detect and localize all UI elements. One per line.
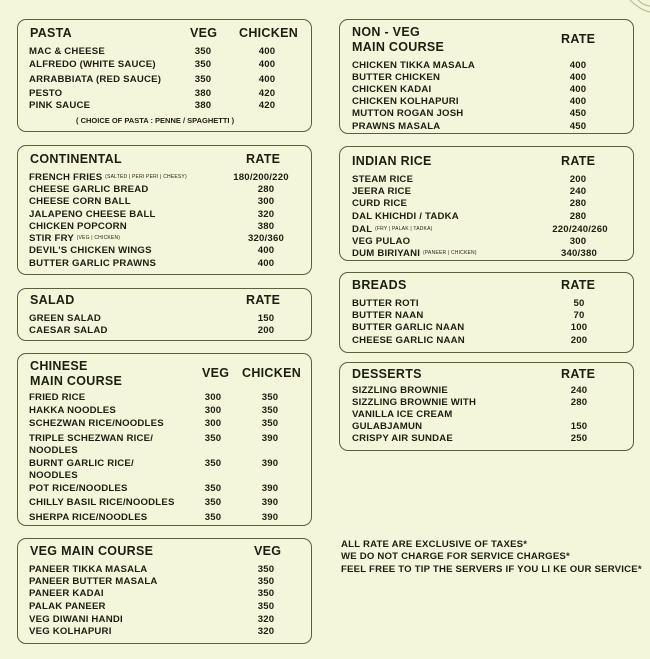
item-name: SIZZLING BROWNIE WITH <box>352 397 477 408</box>
chinese-veg-header: VEG <box>202 366 230 380</box>
item-price-chicken: 350 <box>261 392 279 403</box>
continental-title: CONTINENTAL <box>30 152 122 166</box>
item-name: PRAWNS MASALA <box>352 121 441 132</box>
veg-main-course-header: VEG <box>254 544 282 558</box>
item-price: 240 <box>569 186 587 197</box>
item-price: 240 <box>570 385 588 396</box>
item-name: HAKKA NOODLES <box>29 405 116 416</box>
item-name: CHICKEN KOLHAPURI <box>352 96 459 107</box>
item-price: 350 <box>257 564 275 575</box>
item-name: CHICKEN POPCORN <box>29 221 127 232</box>
item-price: 340/380 <box>560 248 598 259</box>
item-price: 400 <box>257 258 275 269</box>
item-price-veg: 350 <box>204 483 222 494</box>
item-price: 300 <box>257 196 275 207</box>
item-price: 400 <box>569 96 587 107</box>
continental-rate-header: RATE <box>246 152 281 166</box>
item-name: FRIED RICE <box>29 392 86 403</box>
chinese-section <box>17 353 312 526</box>
breads-rate-header: RATE <box>561 278 596 292</box>
item-price-veg: 350 <box>204 433 222 444</box>
item-name: STEAM RICE <box>352 174 414 185</box>
item-price: 180/200/220 <box>233 172 289 183</box>
item-price: 400 <box>569 60 587 71</box>
nonveg-main-course-section <box>339 19 634 134</box>
nonveg-rate-header: RATE <box>561 32 596 46</box>
breads-section <box>339 272 634 353</box>
veg-main-course-title: VEG MAIN COURSE <box>30 544 154 558</box>
item-name: CHEESE GARLIC NAAN <box>352 335 465 346</box>
footer-tip-note: FEEL FREE TO TIP THE SERVERS IF YOU LI KE OUR SERVICE* <box>341 564 642 575</box>
item-name: CAESAR SALAD <box>29 325 108 336</box>
item-price-veg: 300 <box>204 418 222 429</box>
item-name: DEVIL'S CHICKEN WINGS <box>29 245 152 256</box>
salad-rate-header: RATE <box>246 293 281 307</box>
pasta-chicken-header: CHICKEN <box>239 26 299 40</box>
item-price: 220/240/260 <box>552 224 608 235</box>
item-name: JALAPENO CHEESE BALL <box>29 209 156 220</box>
item-price-chicken: 390 <box>261 512 279 523</box>
nonveg-title-line2: MAIN COURSE <box>352 40 445 54</box>
nonveg-main-course-title <box>352 25 444 55</box>
item-name: ARRABBIATA (RED SAUCE) <box>29 74 162 85</box>
item-name: PANEER TIKKA MASALA <box>29 564 148 575</box>
item-price-veg: 380 <box>194 100 212 111</box>
item-name: CURD RICE <box>352 198 408 209</box>
indian-rice-rate-header: RATE <box>561 154 596 168</box>
item-price: 280 <box>257 184 275 195</box>
item-price: 300 <box>569 236 587 247</box>
item-name: GREEN SALAD <box>29 313 102 324</box>
item-price-chicken: 400 <box>258 59 276 70</box>
item-name: VEG PULAO <box>352 236 411 247</box>
item-name: CHEESE GARLIC BREAD <box>29 184 149 195</box>
item-name: JEERA RICE <box>352 186 412 197</box>
item-name: SCHEZWAN RICE/NOODLES <box>29 418 164 429</box>
item-note: (FRY | PALAK | TADKA) <box>375 226 433 232</box>
item-name-line2: NOODLES <box>29 470 78 481</box>
item-name: GULABJAMUN <box>352 421 423 432</box>
item-price-veg: 380 <box>194 88 212 99</box>
salad-section <box>17 288 312 341</box>
item-price: 400 <box>257 245 275 256</box>
item-price-chicken: 390 <box>261 497 279 508</box>
item-price: 350 <box>257 576 275 587</box>
item-price: 320 <box>257 626 275 637</box>
item-price: 150 <box>257 313 275 324</box>
item-name: TRIPLE SCHEZWAN RICE/ <box>29 433 154 444</box>
item-price-veg: 350 <box>204 512 222 523</box>
item-price: 280 <box>569 198 587 209</box>
item-name: DAL KHICHDI / TADKA <box>352 211 459 222</box>
item-price: 380 <box>257 221 275 232</box>
item-name: BUTTER GARLIC NAAN <box>352 322 465 333</box>
pasta-veg-header: VEG <box>190 26 218 40</box>
item-price: 70 <box>573 310 585 321</box>
item-price: 400 <box>569 72 587 83</box>
chinese-title-line1: CHINESE <box>30 359 88 373</box>
item-price-veg: 350 <box>194 59 212 70</box>
item-name: CHILLY BASIL RICE/NOODLES <box>29 497 175 508</box>
item-price-chicken: 390 <box>261 458 279 469</box>
item-name: CHICKEN TIKKA MASALA <box>352 60 476 71</box>
corner-ornament-icon <box>628 0 650 22</box>
item-note: (VEG | CHICKEN) <box>76 235 121 241</box>
item-name: BUTTER NAAN <box>352 310 424 321</box>
desserts-section <box>339 362 634 451</box>
item-price-veg: 300 <box>204 405 222 416</box>
footer-service-charge-note: WE DO NOT CHARGE FOR SERVICE CHARGES* <box>341 551 570 562</box>
breads-title: BREADS <box>352 278 407 292</box>
item-price: 280 <box>569 211 587 222</box>
item-price: 250 <box>570 433 588 444</box>
item-price: 200 <box>257 325 275 336</box>
item-price-chicken: 390 <box>261 483 279 494</box>
item-name: PINK SAUCE <box>29 100 91 111</box>
item-price: 50 <box>573 298 585 309</box>
item-name: PANEER KADAI <box>29 588 104 599</box>
item-price-chicken: 350 <box>261 405 279 416</box>
footer-taxes-note: ALL RATE ARE EXCLUSIVE OF TAXES* <box>341 539 528 550</box>
item-name: PANEER BUTTER MASALA <box>29 576 158 587</box>
item-name: FRENCH FRIES (SALTED | PERI PERI | CHEESY) <box>29 172 187 184</box>
item-name: POT RICE/NOODLES <box>29 483 128 494</box>
item-name: SHERPA RICE/NOODLES <box>29 512 148 523</box>
salad-title: SALAD <box>30 293 75 307</box>
item-price-chicken: 420 <box>258 88 276 99</box>
item-name: PALAK PANEER <box>29 601 106 612</box>
item-name: MUTTON ROGAN JOSH <box>352 108 464 119</box>
continental-section <box>17 145 312 275</box>
indian-rice-title: INDIAN RICE <box>352 154 432 168</box>
item-name-line2: VANILLA ICE CREAM <box>352 409 453 420</box>
item-price-veg: 350 <box>194 74 212 85</box>
item-price: 100 <box>570 322 588 333</box>
pasta-section <box>17 19 312 132</box>
item-price: 150 <box>570 421 588 432</box>
item-price-veg: 350 <box>204 458 222 469</box>
item-price: 350 <box>257 588 275 599</box>
item-price-chicken: 350 <box>261 418 279 429</box>
item-name: SIZZLING BROWNIE <box>352 385 448 396</box>
item-price-chicken: 400 <box>258 46 276 57</box>
item-name: VEG KOLHAPURI <box>29 626 112 637</box>
desserts-rate-header: RATE <box>561 367 596 381</box>
item-name: BUTTER CHICKEN <box>352 72 441 83</box>
item-name-line2: NOODLES <box>29 445 78 456</box>
indian-rice-section <box>339 146 634 261</box>
item-note: (PANEER | CHICKEN) <box>423 250 477 256</box>
item-name: PESTO <box>29 88 63 99</box>
item-price-chicken: 390 <box>261 433 279 444</box>
item-name: BUTTER GARLIC PRAWNS <box>29 258 157 269</box>
desserts-title: DESSERTS <box>352 367 422 381</box>
item-price-veg: 350 <box>194 46 212 57</box>
pasta-title: PASTA <box>30 26 73 40</box>
chinese-title <box>30 359 122 389</box>
item-price-veg: 350 <box>204 497 222 508</box>
item-name: CHEESE CORN BALL <box>29 196 131 207</box>
item-name: STIR FRY (VEG | CHICKEN) <box>29 233 121 245</box>
item-price: 320/360 <box>247 233 285 244</box>
item-price: 400 <box>569 84 587 95</box>
item-name: BUTTER ROTI <box>352 298 419 309</box>
item-name: CRISPY AIR SUNDAE <box>352 433 453 444</box>
chinese-title-line2: MAIN COURSE <box>30 374 123 388</box>
item-name: ALFREDO (WHITE SAUCE) <box>29 59 156 70</box>
chinese-chicken-header: CHICKEN <box>242 366 302 380</box>
item-price: 450 <box>569 108 587 119</box>
pasta-choice-note: ( CHOICE OF PASTA : PENNE / SPAGHETTI ) <box>76 116 235 125</box>
item-price: 450 <box>569 121 587 132</box>
item-name: BURNT GARLIC RICE/ <box>29 458 134 469</box>
item-price: 280 <box>570 397 588 408</box>
item-price: 200 <box>569 174 587 185</box>
item-name: MAC & CHEESE <box>29 46 105 57</box>
item-name: VEG DIWANI HANDI <box>29 614 123 625</box>
item-price: 350 <box>257 601 275 612</box>
item-price: 320 <box>257 209 275 220</box>
item-price: 320 <box>257 614 275 625</box>
item-price: 200 <box>570 335 588 346</box>
item-name: CHICKEN KADAI <box>352 84 432 95</box>
item-price-chicken: 400 <box>258 74 276 85</box>
item-note: (SALTED | PERI PERI | CHEESY) <box>105 174 187 180</box>
veg-main-course-section <box>17 538 312 644</box>
item-name: DAL (FRY | PALAK | TADKA) <box>352 224 433 236</box>
nonveg-title-line1: NON - VEG <box>352 25 420 39</box>
item-price-chicken: 420 <box>258 100 276 111</box>
item-price-veg: 300 <box>204 392 222 403</box>
item-name: DUM BIRIYANI (PANEER | CHICKEN) <box>352 248 477 260</box>
